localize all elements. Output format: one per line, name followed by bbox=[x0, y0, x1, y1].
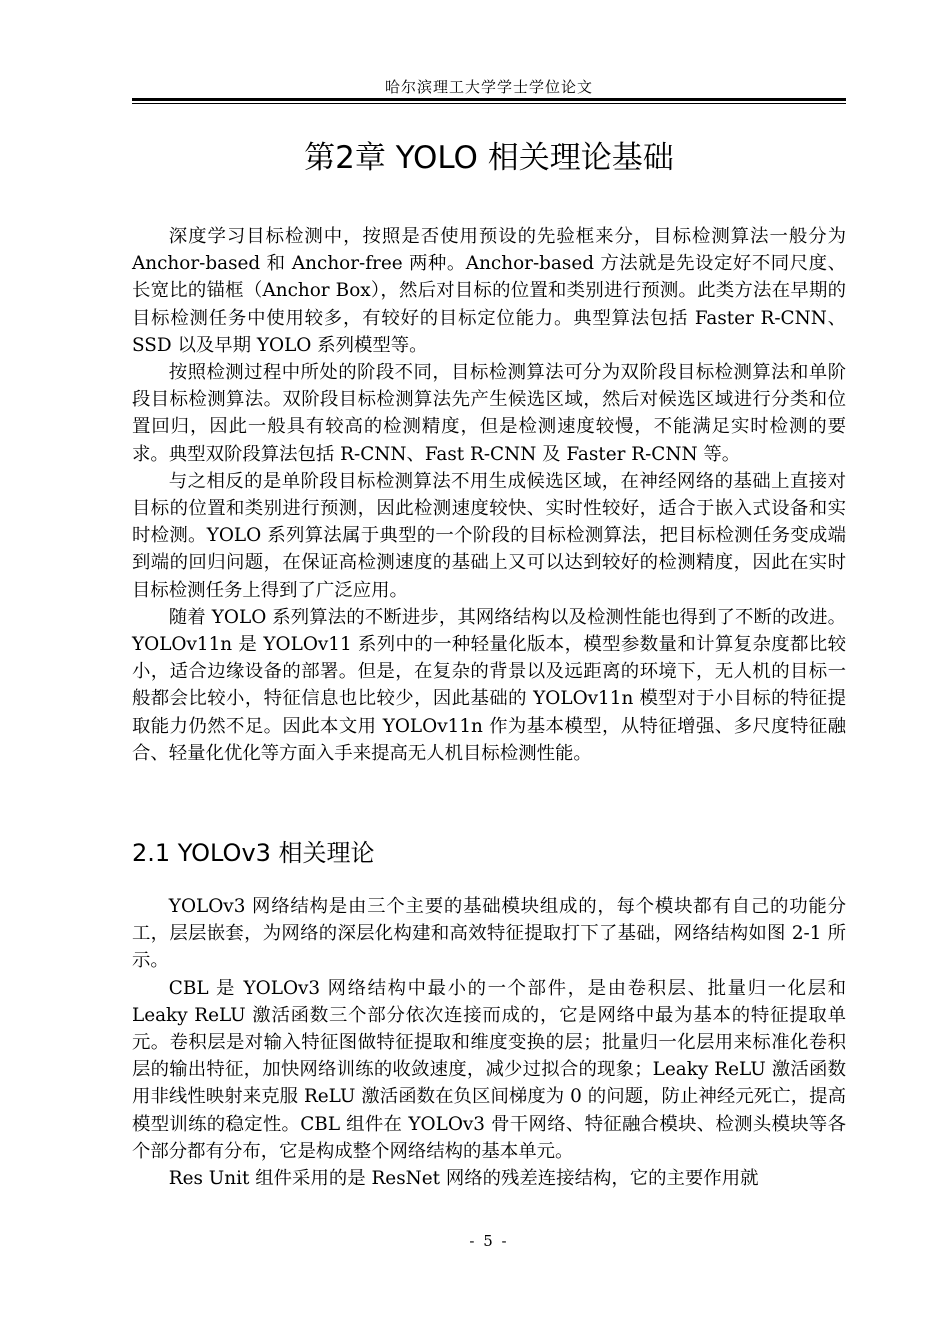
header-rule-thick bbox=[132, 98, 846, 101]
section-body bbox=[132, 893, 846, 1192]
running-header: 哈尔滨理工大学学士学位论文 bbox=[384, 78, 593, 96]
paragraph-two-stage: 按照检测过程中所处的阶段不同，目标检测算法可分为双阶段目标检测算法和单阶段目标检测算法。双阶段目标检测算法先产生候选区域，然后对候选区域进行分类和位置回归，因此一般具有较高的检测精度，但是检测速度较慢，不能满足实时检测的要求。典型双阶段算法包括 R-CNN、Fast R-CNN 及 Faster R-CNN 等。 bbox=[132, 362, 846, 465]
paragraph-anchor-based: 深度学习目标检测中，按照是否使用预设的先验框来分，目标检测算法一般分为 Anchor-based 和 Anchor-free 两种。Anchor-based 方法就是先设定好不同尺度、长宽比的锚框（Anchor Box），然后对目标的位置和类别进行预测。此类方法在早期的目标检测任务中使用较多，有较好的目标定位能力。典型算法包括 Faster R-CNN、SSD 以及早期 YOLO 系列模型等。 bbox=[132, 226, 846, 356]
intro-body bbox=[132, 223, 846, 767]
section-heading: 2.1 YOLOv3 相关理论 bbox=[132, 839, 375, 867]
paragraph-cbl: CBL 是 YOLOv3 网络结构中最小的一个部件，是由卷积层、批量归一化层和 Leaky ReLU 激活函数三个部分依次连接而成的，它是网络中最为基本的特征提取单元。卷积层是对输入特征图做特征提取和维度变换的层；批量归一化层用来标准化卷积层的输出特征，加快网络训练的收敛速度，减少过拟合的现象；Leaky ReLU 激活函数用非线性映射来克服 ReLU 激活函数在负区间梯度为 0 的问题，防止神经元死亡，提高模型训练的稳定性。CBL 组件在 YOLOv3 骨干网络、特征融合模块、检测头模块等各个部分都有分布，它是构成整个网络结构的基本单元。 bbox=[132, 977, 846, 1162]
paragraph-res-unit: Res Unit 组件采用的是 ResNet 网络的残差连接结构，它的主要作用就 bbox=[168, 1168, 759, 1190]
page-number: - 5 - bbox=[469, 1232, 509, 1250]
paragraph-yolov11n: 随着 YOLO 系列算法的不断进步，其网络结构以及检测性能也得到了不断的改进。YOLOv11n 是 YOLOv11 系列中的一种轻量化版本，模型参数量和计算复杂度都比较小，适合边缘设备的部署。但是，在复杂的背景以及远距离的环境下，无人机的目标一般都会比较小，特征信息也比较少，因此基础的 YOLOv11n 模型对于小目标的特征提取能力仍然不足。因此本文用 YOLOv11n 作为基本模型，从特征增强、多尺度特征融合、轻量化优化等方面入手来提高无人机目标检测性能。 bbox=[132, 606, 846, 764]
chapter-title: 第2章 YOLO 相关理论基础 bbox=[304, 140, 674, 176]
header-rule-thin bbox=[132, 103, 846, 104]
paragraph-one-stage: 与之相反的是单阶段目标检测算法不用生成候选区域，在神经网络的基础上直接对目标的位置和类别进行预测，因此检测速度较快、实时性较好，适合于嵌入式设备和实时检测。YOLO 系列算法属于典型的一个阶段的目标检测算法，把目标检测任务变成端到端的回归问题，在保证高检测速度的基础上又可以达到较好的检测精度，因此在实时目标检测任务上得到了广泛应用。 bbox=[132, 470, 846, 601]
paragraph-yolov3-structure: YOLOv3 网络结构是由三个主要的基础模块组成的，每个模块都有自己的功能分工，层层嵌套，为网络的深层化构建和高效特征提取打下了基础，网络结构如图 2-1 所示。 bbox=[132, 896, 846, 972]
